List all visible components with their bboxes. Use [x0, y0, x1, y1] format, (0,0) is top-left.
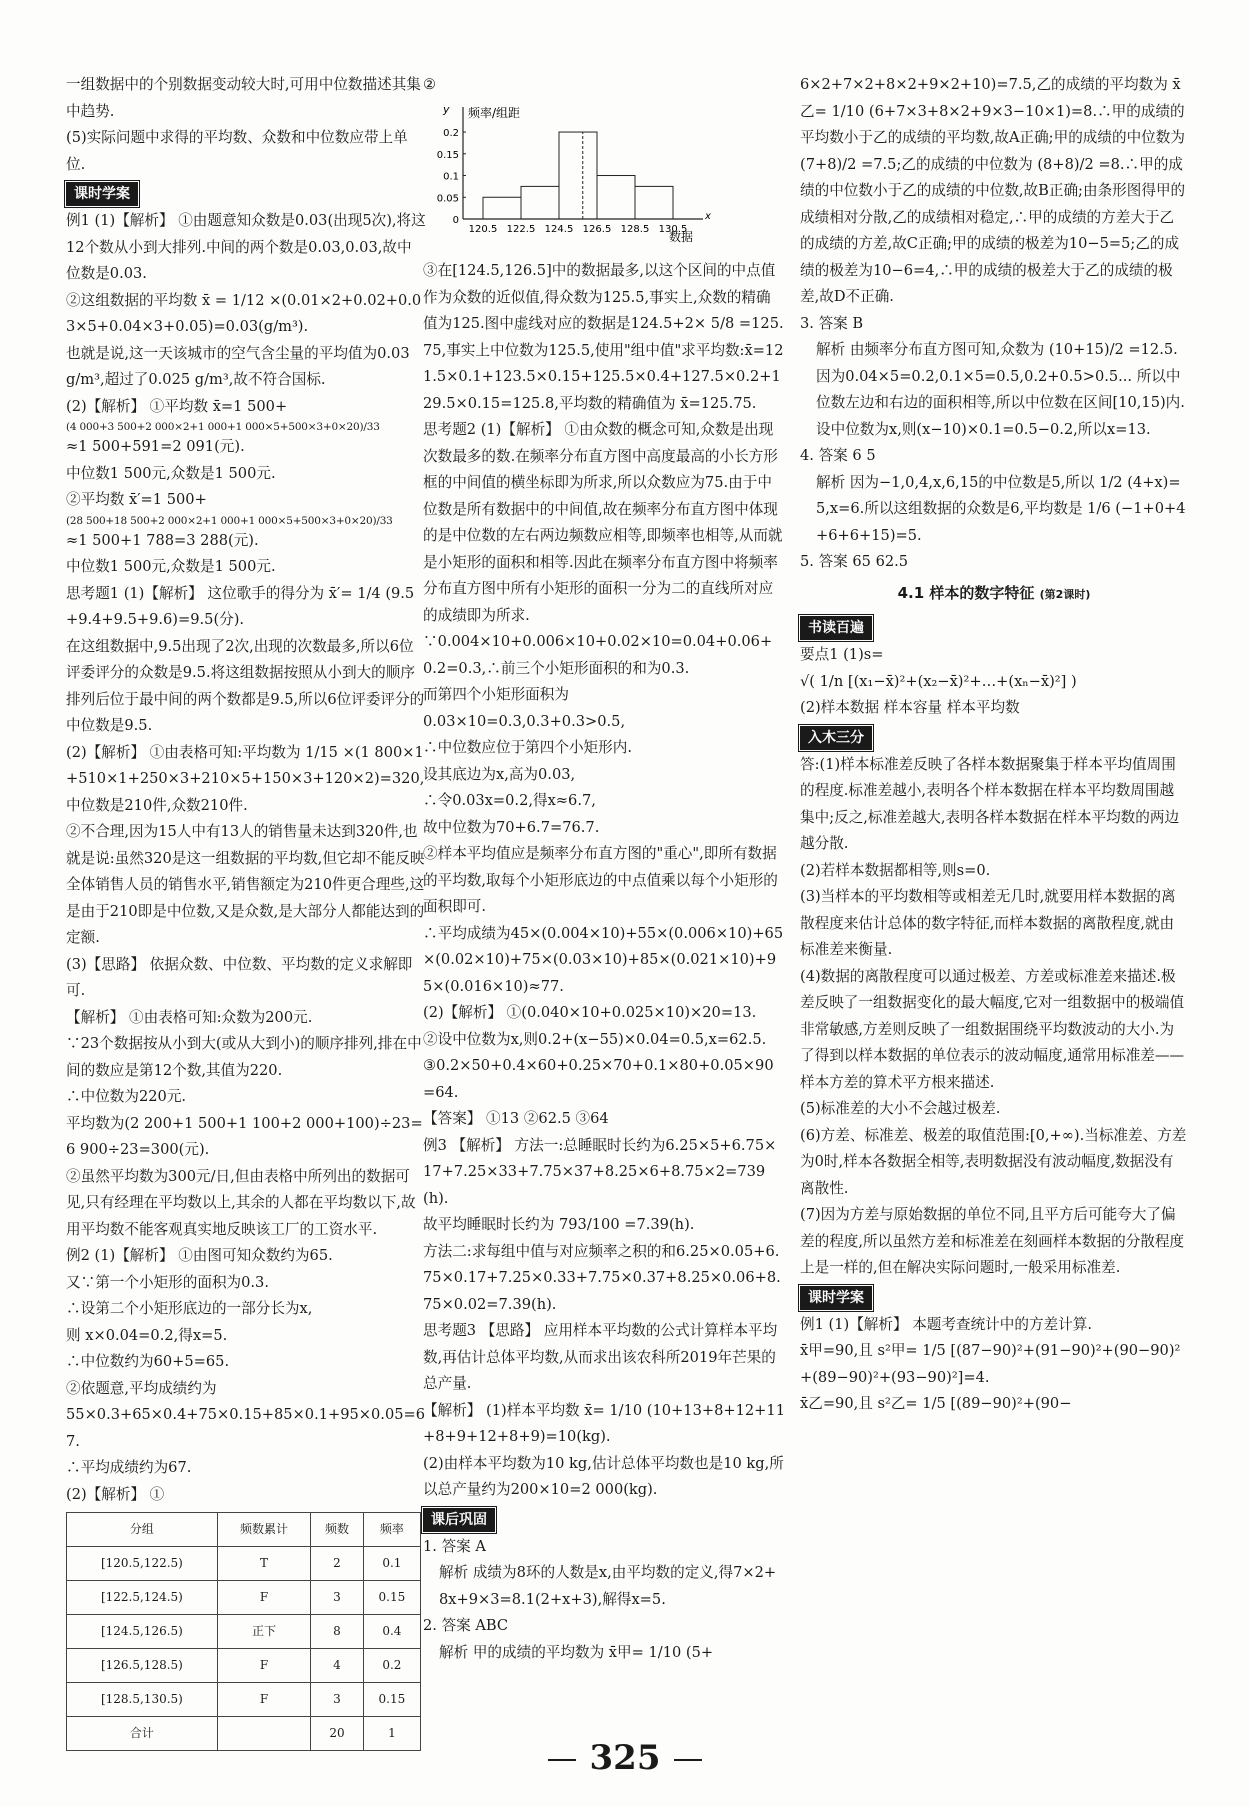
paragraph: ∴平均成绩为45×(0.004×10)+55×(0.006×10)+65×(0.02×10)+75×(0.03×10)+85×(0.021×10)+95×(0.016×10)≈77. — [423, 924, 784, 995]
table-cell: T — [217, 1547, 310, 1581]
x-axis-label: 数据 — [669, 229, 694, 244]
paragraph: ②平均数 x̄′=1 500+ — [66, 491, 207, 508]
paragraph: ③0.2×50+0.4×60+0.25×70+0.1×80+0.05×90=64. — [423, 1057, 774, 1101]
paragraph: (3)【思路】 依据众数、中位数、平均数的定义求解即可. — [66, 955, 413, 999]
paragraph: 【解析】 (1)样本平均数 x̄= 1/10 (10+13+8+12+11+8+9+12+8+9)=10(kg). — [423, 1401, 785, 1445]
paragraph: (6)方差、标准差、极差的取值范围:[0,+∞).当标准差、方差为0时,样本各数据全相等,表明数据没有波动幅度,数据没有离散性. — [800, 1126, 1187, 1197]
section-tag-rumu-sanfen: 入木三分 — [800, 726, 872, 750]
paragraph: ∴中位数约为60+5=65. — [66, 1353, 230, 1370]
paragraph: 例1 (1)【解析】 ①由题意知众数是0.03(出现5次),将这12个数从小到大排列.中间的两个数是0.03,0.03,故中位数是0.03. — [66, 212, 426, 282]
column-left — [66, 72, 426, 1751]
std-formula: √( 1/n [(x₁−x̄)²+(x₂−x̄)²+…+(xₙ−x̄)²] ) — [800, 672, 1077, 690]
histogram-bar — [559, 132, 597, 219]
x-tick-label: 120.5 — [468, 223, 498, 235]
table-cell: 0.15 — [363, 1581, 420, 1615]
paragraph: x̄乙=90,且 s²乙= 1/5 [(89−90)²+(90− — [800, 1395, 1072, 1412]
table-cell: F — [217, 1649, 310, 1683]
table-row — [67, 1649, 421, 1683]
y-axis-label: 频率/组距 — [468, 105, 521, 120]
table-cell: 20 — [311, 1717, 364, 1751]
table-header: 频率 — [363, 1513, 420, 1547]
answer-line: 3. 答案 B — [800, 314, 864, 332]
y-tick-label: 0.05 — [436, 192, 459, 204]
formula-line: (4 000+3 500+2 000×2+1 000+1 000×5+500×3+0×20)/33 — [66, 421, 380, 433]
table-cell: 正下 — [217, 1615, 310, 1649]
answer-line: 1. 答案 A — [423, 1537, 486, 1555]
table-cell: [128.5,130.5) — [67, 1683, 218, 1717]
histogram-bar — [597, 175, 635, 218]
paragraph: ∴令0.03x=0.2,得x≈6.7, — [423, 792, 596, 809]
section-tag-kehou-gonggu: 课后巩固 — [423, 1508, 495, 1532]
paragraph: ②设中位数为x,则0.2+(x−55)×0.04=0.5,x=62.5. — [423, 1030, 767, 1048]
circle-marker: ② — [423, 76, 437, 93]
table-row — [67, 1615, 421, 1649]
paragraph: 方法二:求每组中值与对应频率之积的和6.25×0.05+6.75×0.17+7.25×0.33+7.75×0.37+8.25×0.06+8.75×0.02=7.39(h). — [423, 1242, 781, 1313]
x-tick-label: 128.5 — [620, 223, 650, 235]
section-tag-keshi-xuean-2: 课时学案 — [800, 1286, 872, 1310]
paragraph: 【解析】 ①由表格可知:众数为200元. — [66, 1008, 313, 1026]
paragraph: ②样本平均值应是频率分布直方图的"重心",即所有数据的平均数,取每个小矩形底边的中点值乘以每个小矩形的面积即可. — [423, 845, 778, 915]
paragraph: ②这组数据的平均数 x̄ = 1/12 ×(0.01×2+0.02+0.03×5+0.04×3+0.05)=0.03(g/m³). — [66, 291, 422, 335]
paragraph: 例3 【解析】 方法一:总睡眠时长约为6.25×5+6.75×17+7.25×33+7.75×37+8.25×6+8.75×2=739(h). — [423, 1136, 777, 1207]
x-tick-label: 124.5 — [544, 223, 574, 235]
table-cell: [122.5,124.5) — [67, 1581, 218, 1615]
paragraph: (2)若样本数据都相等,则s=0. — [800, 861, 991, 879]
table-header: 频数 — [311, 1513, 364, 1547]
section-tag-shudu-baibian: 书读百遍 — [800, 616, 872, 640]
table-cell: 0.15 — [363, 1683, 420, 1717]
paragraph: 而第四个小矩形面积为 — [423, 686, 569, 703]
table-cell: 0.1 — [363, 1547, 420, 1581]
table-header: 分组 — [67, 1513, 218, 1547]
paragraph: ∴设第二个小矩形底边的一部分长为x, — [66, 1300, 313, 1317]
paragraph: 思考题1 (1)【解析】 这位歌手的得分为 x̄′= 1/4 (9.5+9.4+9.5+9.6)=9.5(分). — [66, 584, 415, 628]
paragraph: 思考题2 (1)【解析】 ①由众数的概念可知,众数是出现次数最多的数.在频率分布直方图中高度最高的小长方形框的中间值的横坐标即为所求,所以众数应为75.由于中位数是所有数据中的中间值,故在频率分布直方图中体现的是中位数的左右两边频数应相等,即频率也相等,从而就是小矩形的面积和相等.因此在频率分布直方图中将频率分布直方图中所有小矩形的面积一分为二的直线所对应的成绩即为所求. — [423, 421, 783, 624]
histogram-bar — [521, 186, 559, 219]
paragraph: 设其底边为x,高为0.03, — [423, 765, 576, 783]
paragraph: 则 x×0.04=0.2,得x=5. — [66, 1326, 228, 1344]
paragraph: (4)数据的离散程度可以通过极差、方差或标准差来描述.极差反映了一组数据变化的最大幅度,它对一组数据中的极端值非常敏感,方差则反映了一组数据围绕平均数波动的大小.为了得到以样本数据的单位表示的波动幅度,通常用标准差——样本方差的算术平方根来描述. — [800, 967, 1185, 1091]
table-cell: 4 — [311, 1649, 364, 1683]
paragraph: (2)【解析】 ①由表格可知:平均数为 1/15 ×(1 800×1+510×1+250×3+210×5+150×3+120×2)=320,中位数是210件,众数210件. — [66, 743, 425, 814]
frequency-table — [66, 1512, 421, 1751]
paragraph: ≈1 500+1 788=3 288(元). — [66, 531, 259, 549]
table-row — [67, 1683, 421, 1717]
column-right — [800, 72, 1188, 1418]
table-cell: 8 — [311, 1615, 364, 1649]
table-cell: 0.2 — [363, 1649, 420, 1683]
y-tick-label: 0.1 — [443, 171, 459, 183]
paragraph: 平均数为(2 200+1 500+1 100+2 000+100)÷23=6 900÷23=300(元). — [66, 1114, 423, 1158]
table-cell: F — [217, 1581, 310, 1615]
paragraph: ∴中位数为220元. — [66, 1088, 187, 1105]
paragraph: (2)【解析】 ①(0.040×10+0.025×10)×20=13. — [423, 1004, 757, 1021]
paragraph: ∴平均成绩约为67. — [66, 1459, 192, 1476]
histogram-bar — [483, 197, 521, 219]
paragraph: (2)【解析】 ①平均数 x̄=1 500+ — [66, 397, 288, 415]
paragraph: ∴中位数应位于第四个小矩形内. — [423, 739, 632, 756]
solution-line: 解析 由频率分布直方图可知,众数为 (10+15)/2 =12.5.因为0.04×5=0.2,0.1×5=0.5,0.2+0.5>0.5... 所以中位数左边和右边的面积相等,所以中位数在区间[10,15)内.设中位数为x,则(x−10)×0.1=0.5−0.2,所以x=13. — [816, 341, 1185, 438]
section-tag-keshi-xuean: 课时学案 — [66, 182, 138, 206]
paragraph: 例2 (1)【解析】 ①由图可知众数约为65. — [66, 1247, 333, 1264]
y-axis-letter: y — [443, 102, 450, 116]
y-tick-label: 0.15 — [436, 149, 459, 161]
histogram-chart — [423, 99, 723, 249]
paragraph: 故中位数为70+6.7=76.7. — [423, 818, 600, 836]
table-cell: F — [217, 1683, 310, 1717]
y-tick-label: 0.2 — [443, 127, 459, 139]
paragraph: 0.03×10=0.3,0.3+0.3>0.5, — [423, 712, 626, 730]
table-cell: 0.4 — [363, 1615, 420, 1649]
paragraph: 又∵第一个小矩形的面积为0.3. — [66, 1273, 269, 1291]
answer-line: 4. 答案 6 5 — [800, 447, 876, 464]
column-middle — [423, 72, 785, 1666]
paragraph: 55×0.3+65×0.4+75×0.15+85×0.1+95×0.05=67. — [66, 1406, 426, 1450]
key-point: (2)样本数据 样本容量 样本平均数 — [800, 699, 1020, 716]
key-point: 要点1 (1)s= — [800, 646, 884, 663]
paragraph: (2)由样本平均数为10 kg,估计总体平均数也是10 kg,所以总产量约为200×10=2 000(kg). — [423, 1454, 784, 1498]
table-cell: [124.5,126.5) — [67, 1615, 218, 1649]
section-subtitle: (第2课时) — [1039, 587, 1091, 601]
paragraph: 中位数1 500元,众数是1 500元. — [66, 464, 276, 482]
answer-line: 2. 答案 ABC — [423, 1617, 509, 1634]
table-header-row — [67, 1513, 421, 1547]
paragraph: (3)当样本的平均数相等或相差无几时,就要用样本数据的离散程度来估计总体的数字特征,而样本数据的离散程度,就由标准差来衡量. — [800, 888, 1176, 958]
paragraph: ≈1 500+591=2 091(元). — [66, 438, 245, 455]
intro-line-2: (5)实际问题中求得的平均数、众数和中位数应带上单位. — [66, 129, 408, 173]
x-tick-label: 122.5 — [506, 223, 536, 235]
paragraph: (5)标准差的大小不会越过极差. — [800, 1100, 1001, 1117]
paragraph: x̄甲=90,且 s²甲= 1/5 [(87−90)²+(91−90)²+(90−90)²+(89−90)²+(93−90)²]=4. — [800, 1342, 1181, 1386]
paragraph: ②不合理,因为15人中有13人的销售量未达到320件,也就是说:虽然320是这一组数据的平均数,但它却不能反映全体销售人员的销售水平,销售额定为210件更合理些,这是由于210即是中位数,又是众数,是大部分人都能达到的定额. — [66, 823, 425, 946]
table-cell: 1 — [363, 1717, 420, 1751]
paragraph: ②虽然平均数为300元/日,但由表格中所列出的数据可见,只有经理在平均数以上,其余的人都在平均数以下,故用平均数不能客观真实地反映该工厂的工资水平. — [66, 1167, 416, 1238]
table-header: 频数累计 — [217, 1513, 310, 1547]
x-axis-letter: x — [705, 210, 711, 222]
paragraph: ∵23个数据按从小到大(或从大到小)的顺序排列,排在中间的数应是第12个数,其值为220. — [66, 1035, 422, 1079]
paragraph: 思考题3 【思路】 应用样本平均数的公式计算样本平均数,再估计总体平均数,从而求出该农科所2019年芒果的总产量. — [423, 1322, 778, 1392]
x-tick-label: 130.5 — [658, 223, 688, 235]
table-cell: 合计 — [67, 1717, 218, 1751]
answer-line: 5. 答案 65 62.5 — [800, 553, 909, 570]
paragraph: ∵0.004×10+0.006×10+0.02×10=0.04+0.06+0.2=0.3,∴前三个小矩形面积的和为0.3. — [423, 633, 773, 677]
intro-line-1: 一组数据中的个别数据变动较大时,可用中位数描述其集中趋势. — [66, 76, 421, 120]
paragraph: 在这组数据中,9.5出现了2次,出现的次数最多,所以6位评委评分的众数是9.5.将这组数据按照从小到大的顺序排列后位于最中间的两个数都是9.5,所以6位评委评分的中位数是9.5. — [66, 637, 425, 734]
formula-line: (28 500+18 500+2 000×2+1 000+1 000×5+500×3+0×20)/33 — [66, 514, 393, 527]
paragraph: 答:(1)样本标准差反映了各样本数据聚集于样本平均值周围的程度.标准差越小,表明各个样本数据在样本平均数周围越集中;反之,标准差越大,表明各样本数据在样本平均数的两边越分散. — [800, 755, 1180, 852]
y-tick-label: 0 — [452, 214, 459, 226]
paragraph: 6×2+7×2+8×2+9×2+10)=7.5,乙的成绩的平均数为 x̄乙= 1/10 (6+7×3+8×2+9×3−10×1)=8.∴甲的成绩的平均数小于乙的成绩的平均数,故A正确;甲的成绩的中位数为 (7+8)/2 =7.5;乙的成绩的中位数为 (8+8)/2 =8.∴甲的成绩的中位数小于乙的成绩的中位数,故B正确;由条形图得甲的成绩相对分散,乙的成绩相对稳定,∴甲的成绩的方差大于乙的成绩的方差,故C正确;甲的成绩的极差为10−5=5;乙的成绩的极差为10−6=4,∴甲的成绩的极差大于乙的成绩的极差,故D不正确. — [800, 76, 1186, 305]
table-cell: [120.5,122.5) — [67, 1547, 218, 1581]
paragraph: (7)因为方差与原始数据的单位不同,且平方后可能夸大了偏差的程度,所以虽然方差和标准差在刻画样本数据的分散程度上是一样的,但在解决实际问题时,一般采用标准差. — [800, 1206, 1185, 1276]
paragraph: 中位数1 500元,众数是1 500元. — [66, 558, 276, 575]
paragraph: (2)【解析】 ① — [66, 1485, 165, 1503]
histogram-bar — [635, 186, 673, 219]
paragraph: 【答案】 ①13 ②62.5 ③64 — [423, 1110, 609, 1127]
solution-line: 解析 因为−1,0,4,x,6,15的中位数是5,所以 1/2 (4+x)=5,x=6.所以这组数据的众数是6,平均数是 1/6 (−1+0+4+6+6+15)=5. — [816, 473, 1186, 544]
table-row — [67, 1581, 421, 1615]
solution-line: 解析 成绩为8环的人数是x,由平均数的定义,得7×2+8x+9×3=8.1(2+x+3),解得x=5. — [439, 1564, 777, 1608]
table-cell: 3 — [311, 1581, 364, 1615]
solution-line: 解析 甲的成绩的平均数为 x̄甲= 1/10 (5+ — [439, 1643, 714, 1661]
paragraph: ③在[124.5,126.5]中的数据最多,以这个区间的中点值作为众数的近似值,得众数为125.5,事实上,众数的精确值为125.图中虚线对应的数据是124.5+2× 5/8 =125.75,事实上中位数为125.5,使用"组中值"求平均数:x̄=121.5×0.1+123.5×0.15+125.5×0.4+127.5×0.2+129.5×0.15=125.8,平均数的精确值为 x̄=125.75. — [423, 262, 784, 412]
page-number: 325 — [0, 1738, 1250, 1778]
paragraph: 例1 (1)【解析】 本题考查统计中的方差计算. — [800, 1315, 1092, 1333]
section-title — [800, 580, 1188, 609]
table-cell: 3 — [311, 1683, 364, 1717]
x-tick-label: 126.5 — [582, 223, 612, 235]
paragraph: 也就是说,这一天该城市的空气含尘量的平均值为0.03 g/m³,超过了0.025 g/m³,故不符合国标. — [66, 344, 410, 388]
table-cell: [126.5,128.5) — [67, 1649, 218, 1683]
table-cell: 2 — [311, 1547, 364, 1581]
section-title-text: 4.1 样本的数字特征 — [897, 583, 1035, 602]
paragraph: 故平均睡眠时长约为 793/100 =7.39(h). — [423, 1216, 695, 1233]
paragraph: ②依题意,平均成绩约为 — [66, 1379, 217, 1397]
table-row — [67, 1547, 421, 1581]
